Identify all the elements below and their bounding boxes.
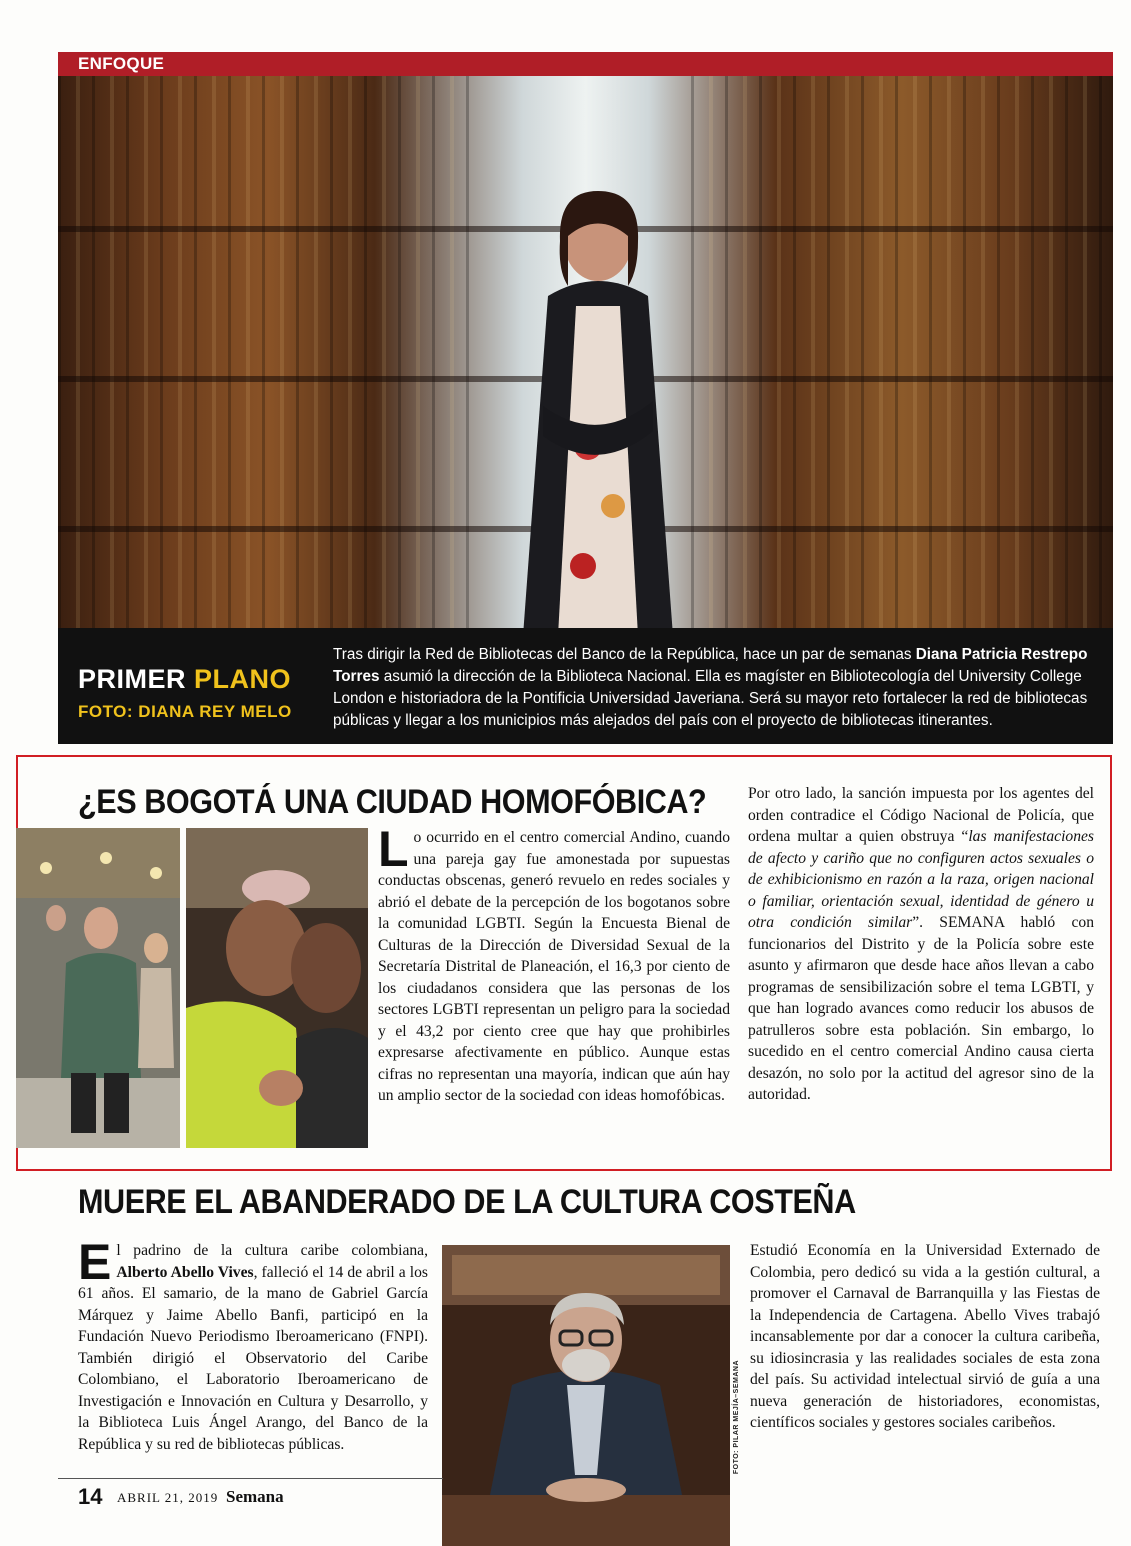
obituary-body-text: Estudió Economía en la Universidad Externado de Colombia, pero dedicó su vida a la gestión cultural, a promover el Carnaval de Barranquilla y las Fiestas de la Independencia de Cartagena. Abello Vives trabajó incansablemente por dar a conocer la cultura caribeña, su idiosincrasia y las realidades sociales de esta zona del país. Su actividad intelectual sirvió de guía a una nueva generación de historiadores, economistas, científicos sociales y gestores sociales caribeños. — [750, 1242, 1100, 1431]
section-bar — [58, 52, 1113, 76]
article-column-2 — [748, 783, 1094, 1106]
article-title: ¿ES BOGOTÁ UNA CIUDAD HOMOFÓBICA? — [78, 783, 707, 821]
obituary-body-text: , falleció el 14 de abril a los 61 años. El samario, de la mano de Gabriel García Márquez y Jaime Abello Banfi, participó en la Fundación Nuevo Periodismo Iberoamericano (FNPI). También dirigió el Observatorio del Caribe Colombiano, el Laboratorio Iberoamericano de Investigación e Innovación en Cultura y Desarrollo, y la Biblioteca Luis Ángel Arango, del Banco de la República y su red de bibliotecas públicas. — [78, 1263, 428, 1453]
article-body-text: Por otro lado, la sanción impuesta por los agentes del orden contradice el Código Nacional de Policía, que ordena multar a quien obstruya “ — [748, 785, 1094, 845]
footer-rule — [58, 1478, 443, 1479]
section-label: ENFOQUE — [78, 54, 165, 73]
portrait-figure — [488, 146, 708, 628]
bookshelf-left — [58, 76, 480, 628]
caption-person-name: Diana Patricia Restrepo Torres — [333, 646, 1088, 685]
feature-title-main: PRIMER — [78, 664, 187, 694]
feature-title — [78, 664, 291, 695]
article-column-1 — [378, 821, 730, 1107]
obituary-title: MUERE EL ABANDERADO DE LA CULTURA COSTEÑA — [78, 1183, 856, 1221]
dropcap: L — [378, 821, 409, 877]
article-quote: las manifestaciones de afecto y cariño que no configuren actos sexuales o de exhibicionismo en razón a la raza, origen nacional o familiar, orientación sexual, identidad de género u otra condición similar — [748, 828, 1094, 931]
page-number: 14 — [78, 1484, 103, 1509]
issue-date: ABRIL 21, 2019 — [117, 1490, 219, 1505]
caption-text-end: asumió la dirección de la Biblioteca Nacional. Ella es magíster en Bibliotecología del University College London e historiadora de la Pontificia Universidad Javeriana. Será su mayor reto fortalecer la red de bibliotecas públicas y llegar a los municipios más alejados del país con el proyecto de bibliotecas itinerantes. — [333, 668, 1088, 729]
feature-title-accent: PLANO — [194, 664, 292, 694]
obituary-photo — [442, 1245, 730, 1546]
hero-photo — [58, 76, 1113, 628]
feature-photo-credit: FOTO: DIANA REY MELO — [78, 702, 292, 721]
caption-text-start: Tras dirigir la Red de Bibliotecas del Banco de la República, hace un par de semanas — [333, 646, 916, 663]
obituary-person-name: Alberto Abello Vives — [116, 1263, 254, 1281]
bookshelf-right — [691, 76, 1113, 628]
article-body-text: ”. SEMANA habló con funcionarios del Distrito y de la Policía sobre este asunto y afirmaron que desde hace años llevan a cabo programas de sensibilización sobre el tema LGBTI, y que han logrado avances como reducir los abusos de patrulleros sobre esta población. Sin embargo, lo sucedido en el centro comercial Andino causa cierta desazón, no solo por la actitud del agresor sino de la autoridad. — [748, 914, 1094, 1103]
magazine-name: Semana — [226, 1487, 284, 1506]
obituary-photo-credit: FOTO: PILAR MEJÍA–SEMANA — [733, 1360, 740, 1475]
feature-caption — [333, 644, 1103, 732]
obituary-column-1 — [78, 1234, 428, 1455]
obituary-column-2 — [750, 1240, 1100, 1434]
article-body-text: o ocurrido en el centro comercial Andino, cuando una pareja gay fue amonestada por supuestas conductas obscenas, generó revuelo en redes sociales y abrió el debate de la percepción de los bogotanos sobre la comunidad LGBTI. Según la Encuesta Bienal de Culturas de la Dirección de Diversidad Sexual de la Secretaría Distrital de Planeación, el 16,3 por ciento de los ciudadanos considera que las personas de los sectores LGBTI representan un peligro para la sociedad y el 43,2 por ciento cree que hay que prohibirles expresarse afectivamente en público. Aunque estas cifras no representan una mayoría, indican que aún hay un amplio sector de la sociedad con ideas homofóbicas. — [378, 829, 730, 1104]
obituary-body-text: l padrino de la cultura caribe colombiana, — [116, 1242, 428, 1259]
article-photo-mall — [16, 828, 180, 1148]
dropcap: E — [78, 1234, 112, 1290]
article-photo-police — [186, 828, 368, 1148]
